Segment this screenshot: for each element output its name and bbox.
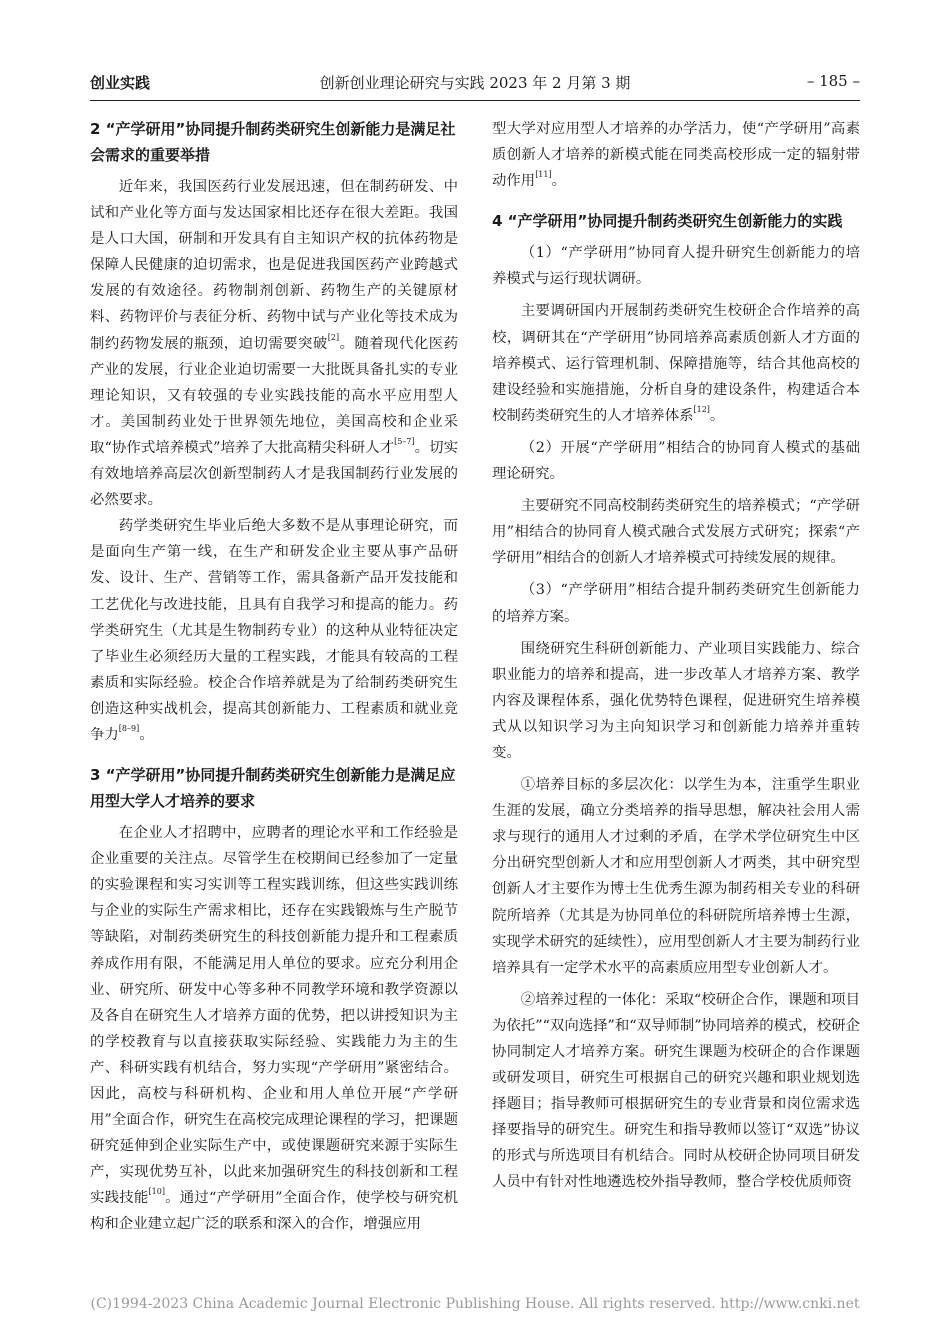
subheading: （1）“产学研用”协同育人提升研究生创新能力的培养模式与运行现状调研。 [492, 245, 860, 288]
header-rule [90, 100, 860, 101]
citation: [5–7] [394, 436, 415, 446]
right-column [492, 116, 860, 1196]
section-3-heading: 3 “产学研用”协同提升制药类研究生创新能力是满足应用型大学人才培养的要求 [90, 766, 456, 811]
running-header [90, 72, 860, 98]
paragraph: ①培养目标的多层次化：以学生为本，注重学生职业生涯的发展，确立分类培养的指导思想，解决社会用人需求与现行的通用人才过剩的矛盾，在学术学位研究生中区分出研究型创新人才和应用型创新人才两类，其中研究型创新人才主要作为博士生优秀生源为制药相关专业的科研院所培养（尤其是为协同单位的科研院所培养博士生源，实现学术研究的延续性），应用型创新人才主要为制药行业培养具有一定学术水平的高素质应用型专业创新人才。 [492, 777, 860, 976]
paragraph: 围绕研究生科研创新能力、产业项目实践能力、综合职业能力的培养和提高，进一步改革人才培养方案、教学内容及课程体系，强化优势特色课程，促进研究生培养模式从以知识学习为主向知识学习和创新能力培养并重转变。 [492, 640, 860, 761]
citation: [12] [693, 404, 710, 414]
section-4-heading: 4 “产学研用”协同提升制药类研究生创新能力的实践 [492, 212, 843, 231]
subheading: （2）开展“产学研用”相结合的协同育人模式的基础理论研究。 [492, 439, 860, 483]
left-column [90, 116, 458, 1238]
paragraph: 型大学对应用型人才培养的办学活力，使“产学研用”高素质创新人才培养的新模式能在同类高校形成一定的辐射带动作用[11]。 [492, 121, 860, 190]
section-name: 创业实践 [90, 74, 151, 92]
subheading: （3）“产学研用”相结合提升制药类研究生创新能力的培养方案。 [492, 582, 860, 625]
citation: [11] [535, 170, 552, 180]
citation: [10] [148, 1187, 165, 1197]
paragraph: 主要研究不同高校制药类研究生的培养模式；“产学研用”相结合的协同育人模式融合式发展方式研究；探索“产学研用”相结合的创新人才培养模式可持续发展的规律。 [492, 498, 860, 567]
copyright-footer: (C)1994-2023 China Academic Journal Electronic Publishing House. All rights reserved. http://www.cnki.net [90, 1296, 860, 1312]
citation: [8–9] [118, 723, 140, 733]
paragraph: 在企业人才招聘中，应聘者的理论水平和工作经验是企业重要的关注点。尽管学生在校期间已经参加了一定量的实验课程和实习实训等工程实践训练，但这些实践训练与企业的实际生产需求相比，还存在实践锻炼与生产脱节等缺陷，对制药类研究生的科技创新能力提升和工程素质养成作用有限，不能满足用人单位的要求。应充分利用企业、研究所、研发中心等多种不同教学环境和教学资源以及各自在研究生人才培养方面的优势，把以讲授知识为主的学校教育与以直接获取实际经验、实践能力为主的生产、科研实践有机结合，努力实现“产学研用”紧密结合。因此，高校与科研机构、企业和用人单位开展“产学研用”全面合作，研究生在高校完成理论课程的学习，把课题研究延伸到企业实际生产中，或使课题研究来源于实际生产，实现优势互补，以此来加强研究生的科技创新和工程实践技能[10]。通过“产学研用”全面合作，使学校与研究机构和企业建立起广泛的联系和深入的合作，增强应用 [90, 825, 458, 1233]
citation: [2] [327, 332, 340, 342]
section-2-heading: 2 “产学研用”协同提升制药类研究生创新能力是满足社会需求的重要举措 [90, 120, 456, 164]
paragraph: 药学类研究生毕业后绝大多数不是从事理论研究，而是面向生产第一线，在生产和研发企业主要从事产品研发、设计、生产、营销等工作，需具备新产品开发技能和工艺优化与改进技能，且具有自我学习和提高的能力。药学类研究生（尤其是生物制药专业）的这种从业特征决定了毕业生必须经历大量的工程实践，才能具有较高的工程素质和实际经验。校企合作培养就是为了给制药类研究生创造这种实战机会，提高其创新能力、工程素质和就业竞争力[8–9]。 [90, 518, 458, 743]
paragraph: 主要调研国内开展制药类研究生校研企合作培养的高校，调研其在“产学研用”协同培养高素质创新人才方面的培养模式、运行管理机制、保障措施等，结合其他高校的建设经验和实施措施，分析自身的建设条件，构建适合本校制药类研究生的人才培养体系[12]。 [492, 303, 860, 424]
journal-info: 创新创业理论研究与实践 2023 年 2 月第 3 期 [319, 74, 631, 92]
paragraph: ②培养过程的一体化：采取“校研企合作，课题和项目为依托”“双向选择”和“双导师制”协同培养的模式，校研企协同制定人才培养方案。研究生课题为校研企的合作课题或研发项目，研究生可根据自己的研究兴趣和职业规划选择题目；指导教师可根据研究生的专业背景和岗位需求选择要指导的研究生。研究生和指导教师以签订“双选”协议的形式与所选项目有机结合。同时从校研企协同项目研发人员中有针对性地遴选校外指导教师，整合学校优质师资 [492, 991, 860, 1191]
page-number: – 185 – [806, 72, 860, 90]
paragraph: 近年来，我国医药行业发展迅速，但在制药研发、中试和产业化等方面与发达国家相比还存在很大差距。我国是人口大国，研制和开发具有自主知识产权的抗体药物是保障人民健康的迫切需求，也是促进我国医药产业跨越式发展的有效途径。药物制剂创新、药物生产的关键原材料、药物评价与表征分析、药物中试与产业化等技术成为制约药物发展的瓶颈，迫切需要突破[2]。随着现代化医药产业的发展，行业企业迫切需要一大批既具备扎实的专业理论知识，又有较强的专业实践技能的高水平应用型人才。美国制药业处于世界领先地位，美国高校和企业采取“协作式培养模式”培养了大批高精尖科研人才[5–7]。切实有效地培养高层次创新型制药人才是我国制药行业发展的必然要求。 [90, 179, 458, 509]
